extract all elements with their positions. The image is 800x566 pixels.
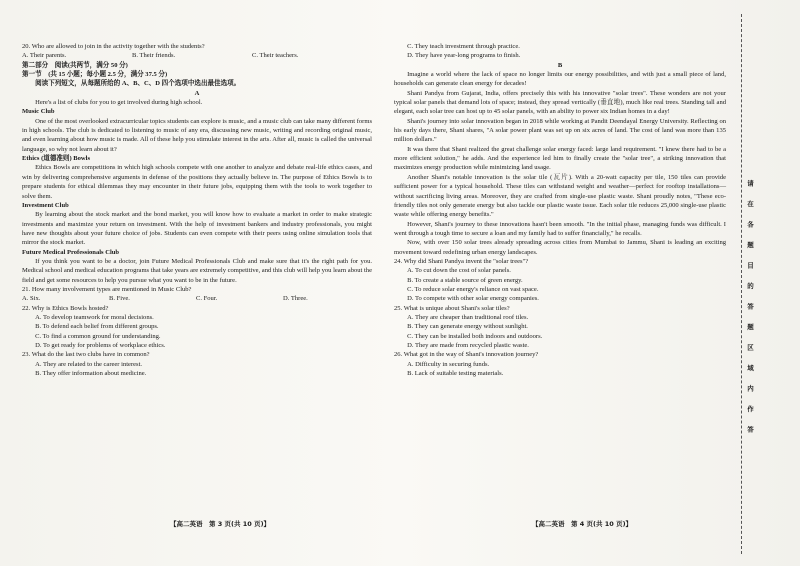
medical-club-title: Future Medical Professionals Club: [22, 248, 120, 256]
margin-notice: 请在各题目的答题区域内作答: [746, 180, 754, 447]
option-c: C. They teach investment through practice.: [407, 43, 520, 50]
right-column: [394, 42, 726, 378]
option-d: D. To compete with other solar energy companies.: [407, 295, 539, 303]
option-b: B. Their friends.: [132, 52, 176, 60]
passage-a-intro: Here's a list of clubs for you to get involved during high school.: [35, 99, 203, 107]
question-26: 26. What got in the way of Shani's innovation journey?: [394, 351, 539, 359]
option-b: B. They can generate energy without sunlight.: [407, 323, 528, 331]
passage-b-label: B: [557, 61, 563, 69]
part-2-title: 第二部分 阅读(共两节，满分 50 分): [22, 61, 128, 69]
option-b: B. They offer information about medicine.: [35, 370, 147, 378]
medical-club-text: If you think you want to be a doctor, join Future Medical Professionals Club and make sure that it's the right path for you. Medical school and medical education programs that take years are extremely competitive, and this club will help you learn about the field and get some resources to help you pursue what you want to be in the future.: [22, 257, 372, 284]
passage-a-label: A: [194, 89, 200, 97]
option-a: A. They are cheaper than traditional roof tiles.: [407, 313, 529, 321]
option-a: A. Difficulty in securing funds.: [407, 360, 490, 368]
option-d: D. They have year-long programs to finish.: [407, 52, 521, 60]
option-d: D. To get ready for problems of workplace ethics.: [35, 342, 166, 349]
option-c: C. Their teachers.: [252, 52, 299, 60]
investment-club-title: Investment Club: [22, 201, 69, 209]
option-a: A. To cut down the cost of solar panels.: [407, 267, 511, 275]
music-club-title: Music Club: [22, 108, 55, 116]
option-c: C. Four.: [196, 295, 218, 303]
instructions: 阅读下列短文，从每题所给的 A、B、C、D 四个选项中选出最佳选项。: [35, 80, 241, 88]
question-21-options: [22, 294, 372, 303]
question-21: 21. How many involvement types are mentioned in Music Club?: [22, 285, 192, 293]
ethics-bowls-title: Ethics (道德准则) Bowls: [22, 155, 91, 163]
question-25: 25. What is unique about Shani's solar tiles?: [394, 304, 510, 312]
investment-club-text: By learning about the stock market and the bond market, you will know how to evaluate a market in order to make strategic investments and maximize your return on investment. With the help of investment bankers and industry professionals, you might have new thoughts about your future choice of jobs. Students can even compete with their peers using online simulation tools that mirror the stock market.: [22, 211, 372, 247]
option-b: B. Five.: [109, 295, 130, 303]
option-d: D. Three.: [283, 295, 308, 303]
page-footer-left: 【高二英语 第 3 页(共 10 页)】: [170, 520, 271, 528]
music-club-text: One of the most overlooked extracurricular topics students can explore is music, and a music club can take many different forms in high schools. The club is dedicated to listening to music of any era, discussing new music, writing and recording original music, and even learning about how music is made. All of these help you stimulate interest in the arts. After all, music is called the universal language, so why not learn about it?: [22, 117, 372, 153]
option-c: C. To find a common ground for understanding.: [35, 332, 161, 340]
question-20-options: [22, 51, 372, 60]
question-20: 20. Who are allowed to join in the activity together with the students?: [22, 43, 205, 50]
passage-b-para-3: Shani's journey into solar innovation began in 2018 while working at Pandit Deendayal Energy University. Reflecting on his early days there, Shani shares, "A solar power plant was set up on six acres of land. The cost of land was more than 135 million dollars.": [394, 117, 726, 144]
option-d: D. They are made from recycled plastic waste.: [407, 342, 529, 349]
passage-b-para-6: However, Shani's journey to these innovations hasn't been smooth. "In the initial phase, managing funds was difficult. I went through a tough time to secure a loan and my family had to suffer financially," he recalls.: [394, 220, 726, 237]
option-b: B. To defend each belief from different groups.: [35, 323, 159, 331]
option-a: A. Their parents.: [22, 52, 67, 60]
option-b: B. To create a stable source of green energy.: [407, 276, 523, 284]
option-a: A. To develop teamwork for moral decisions.: [35, 313, 154, 321]
passage-b-para-5: Another Shani's notable innovation is the solar tile (瓦片). With a 20-watt capacity per tile, 150 tiles can provide sufficient power for a typical household. These tiles can withstand weight and weather—perfect for rooftop installations—without sacrificing living areas. Moreover, they are crafted from single-use plastic waste. Shani proudly notes, "These eco-friendly tiles not only generate energy but also tackle our plastic waste issue. Each solar tile reduces 25,000 single-use plastic waste while offering energy benefits.": [394, 173, 726, 219]
left-column: [22, 42, 372, 378]
passage-b-para-1: Imagine a world where the lack of space no longer limits our energy possibilities, and with just a small piece of land, households can generate clean energy for decades!: [394, 71, 726, 88]
option-a: A. Six.: [22, 295, 41, 303]
option-c: C. They can be installed both indoors and outdoors.: [407, 332, 543, 340]
passage-b-para-2: Shani Pandya from Gujarat, India, offers precisely this with his innovative "solar trees". These wonders are not your typical solar panels that demand lots of space; instead, they spread vertically (垂直地), much like real trees. Standing tall and elegant, each solar tree can host up to 45 solar panels, with an ability to power six Indian homes in a day!: [394, 89, 726, 116]
passage-b-para-7: Now, with over 150 solar trees already spreading across cities from Mumbai to Jammu, Shani is leading an exciting movement toward redefining urban energy landscapes.: [394, 239, 726, 256]
option-a: A. They are related to the career interest.: [35, 360, 143, 368]
question-22: 22. Why is Ethics Bowls hosted?: [22, 304, 109, 312]
option-c: C. To reduce solar energy's reliance on vast space.: [407, 285, 539, 293]
passage-b-para-4: It was there that Shani realized the great challenge solar energy faced: large land requirement. "I knew there had to be a more efficient solution," he adds. And the experience led him to finally create the "solar tree", a striking innovation that maximizes energy production while minimizing land usage.: [394, 145, 726, 172]
ethics-bowls-text: Ethics Bowls are competitions in which high schools compete with one another to analyze and debate real-life ethics cases, and win by delivering comprehensive arguments in defense of the positions they actually believe in. The purpose of Ethics Bowls is to prepare students for ethical dilemmas they may encounter in their future jobs, equipping them with the tools to work together to solve them.: [22, 164, 372, 200]
section-1-title: 第一节 (共 15 小题；每小题 2.5 分，满分 37.5 分): [22, 71, 168, 79]
question-23: 23. What do the last two clubs have in common?: [22, 351, 150, 359]
page-footer-right: 【高二英语 第 4 页(共 10 页)】: [532, 520, 633, 528]
question-24: 24. Why did Shani Pandya invent the "solar trees"?: [394, 257, 529, 265]
option-b: B. Lack of suitable testing materials.: [407, 370, 504, 378]
